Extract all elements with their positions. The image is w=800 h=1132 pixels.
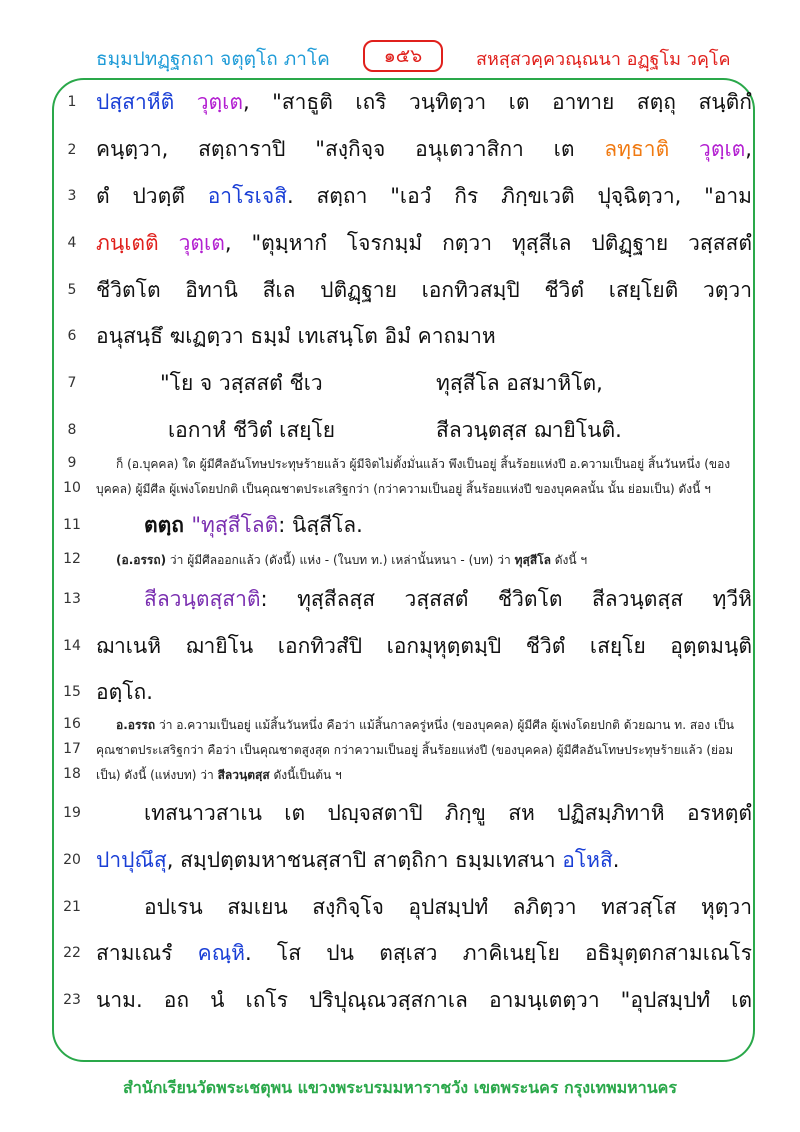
line-number: 23 bbox=[63, 992, 81, 1008]
line-number: 22 bbox=[63, 945, 81, 961]
text-line bbox=[96, 583, 752, 616]
text-line bbox=[96, 227, 752, 260]
line-number: 6 bbox=[67, 328, 77, 344]
verse-line-b: ทุสฺสีโล อสมาหิโต, bbox=[436, 371, 603, 395]
text-line: อปเรน สมเยน สงฺกิจฺโจ อุปสมฺปทํ ลภิตฺวา ทสวสฺโส หุตฺวา bbox=[144, 895, 752, 919]
text-span: ตตฺถ bbox=[144, 513, 192, 537]
translation-line: บุคคล) ผู้มีศีล ผู้เพ่งโดยปกติ เป็นคุณชาตประเสริฐกว่า (กว่าความเป็นอยู่ สิ้นร้อยแห่งปี ของบุคคลนั้น นั้น ย่อมเป็น) ดังนี้ ฯ bbox=[96, 482, 711, 496]
verse-line-a: "โย จ วสฺสสตํ ชีเว bbox=[160, 371, 323, 395]
line-number: 3 bbox=[67, 188, 77, 204]
text-line: ฌาเนหิ ฌายิโน เอกทิวสํปิ เอกมุหุตฺตมฺปิ ชีวิตํ เสยฺโย อุตฺตมนฺติ bbox=[96, 634, 752, 658]
text-span: ดังนี้ ฯ bbox=[550, 553, 588, 567]
verse-line-a: เอกาหํ ชีวิตํ เสยฺโย bbox=[168, 418, 336, 442]
text-span: ทุสฺสีโล bbox=[514, 553, 551, 567]
line-number: 2 bbox=[67, 142, 77, 158]
translation-line: คุณชาตประเสริฐกว่า คือว่า เป็นคุณชาตสูงสุด กว่าความเป็นอยู่ สิ้นร้อยแห่งปี (ของบุคคล) ผู้มีศีลอันโทษประทุษร้ายแล้ว (ย่อม bbox=[96, 743, 734, 757]
line-number: 21 bbox=[63, 899, 81, 915]
highlight-word: อาโรเจสิ bbox=[207, 184, 287, 208]
header-book-title: ธมฺมปทฏฺฐกถา จตุตฺโถ ภาโค bbox=[96, 48, 330, 70]
text-span: อนุสนฺธึ ฆเฏตฺวา ธมฺมํ เทเสนฺโต อิมํ คาถมาห bbox=[96, 324, 496, 348]
text-span: สามเณรํ bbox=[96, 941, 198, 965]
text-line bbox=[96, 509, 752, 542]
text-span: , bbox=[745, 137, 752, 161]
highlight-word: ปสฺสาหีติ bbox=[96, 90, 175, 114]
verse-line-b: สีลวนฺตสฺส ฌายิโนติ. bbox=[436, 418, 622, 442]
text-line bbox=[96, 844, 752, 877]
text-span: ว่า ผู้มีศีลออกแล้ว (ดังนี้) แห่ง - (ในบท ท.) เหล่านั้นหนา - (บท) ว่า bbox=[166, 553, 515, 567]
text-span: . โส ปน ตสฺเสว ภาคิเนยฺโย อธิมุตฺตกสามเณโร bbox=[245, 941, 752, 965]
page-number-badge: ๑๕๖ bbox=[363, 40, 443, 72]
text-span: , "ตุมฺหากํ โจรกมฺมํ กตฺวา ทุสฺสีเล ปติฏฺฐาย วสฺสสตํ bbox=[224, 231, 752, 255]
text-span bbox=[669, 137, 699, 161]
line-number: 1 bbox=[67, 94, 77, 110]
text-span bbox=[174, 90, 196, 114]
line-number: 15 bbox=[63, 684, 81, 700]
text-span: . bbox=[612, 848, 620, 872]
highlight-word: วุตฺเต bbox=[196, 90, 243, 114]
text-span: : นิสฺสีโล. bbox=[278, 513, 363, 537]
text-line: เทสนาวสาเน เต ปญฺจสตาปิ ภิกฺขู สห ปฏิสมฺภิทาหิ อรหตฺตํ bbox=[144, 801, 752, 825]
highlight-word: คณฺหิ bbox=[197, 941, 246, 965]
text-line: นาม. อถ นํ เถโร ปริปุณฺณวสฺสกาเล อามนฺเตตฺวา "อุปสมฺปทํ เต bbox=[96, 988, 752, 1012]
text-span: อ.อรรถ bbox=[116, 718, 156, 732]
header-chapter-title: สหสฺสวคฺควณฺณนา อฏฺฐโม วคฺโค bbox=[476, 49, 731, 70]
line-number: 20 bbox=[63, 852, 81, 868]
text-span: , สมฺปตฺตมหาชนสฺสาปิ สาตฺถิกา ธมฺมเทสนา bbox=[166, 848, 563, 872]
translation-line bbox=[116, 716, 752, 735]
line-number: 4 bbox=[67, 235, 77, 251]
translation-line bbox=[96, 766, 752, 785]
text-span: (อ.อรรถ) bbox=[116, 553, 167, 567]
text-span: ชีวิตโต อิทานิ สีเล ปติฏฺฐาย เอกทิวสมฺปิ ชีวิตํ เสยฺโยติ วตฺวา bbox=[96, 278, 752, 302]
highlight-word: วุตฺเต bbox=[699, 137, 746, 161]
line-number: 8 bbox=[67, 422, 77, 438]
highlight-word: ภนฺเตติ bbox=[96, 231, 159, 255]
line-number: 13 bbox=[63, 591, 81, 607]
footer-institution: สำนักเรียนวัดพระเชตุพน แขวงพระบรมมหาราชวัง เขตพระนคร กรุงเทพมหานคร bbox=[123, 1078, 677, 1097]
text-span: ดังนี้เป็นต้น ฯ bbox=[269, 768, 342, 782]
text-line bbox=[96, 133, 752, 166]
text-span: ตํ ปวตฺตึ bbox=[96, 184, 208, 208]
text-span: คนฺตฺวา, สตฺถาราปิ "สงฺกิจฺจ อนุเตวาสิกา เต bbox=[96, 137, 605, 161]
line-number: 11 bbox=[63, 517, 81, 533]
text-line bbox=[96, 86, 752, 119]
text-span bbox=[159, 231, 179, 255]
highlight-word: วุตฺเต bbox=[178, 231, 225, 255]
translation-line: ก็ (อ.บุคคล) ใด ผู้มีศีลอันโทษประทุษร้ายแล้ว ผู้มีจิตไม่ตั้งมั่นแล้ว พึงเป็นอยู่ สิ้นร้อยแห่งปี อ.ความเป็นอยู่ สิ้นวันหนึ่ง (ของ bbox=[116, 457, 731, 471]
text-line: อตฺโถ. bbox=[96, 680, 153, 704]
text-span: , "สาธูติ เถริ วนฺทิตฺวา เต อาทาย สตฺถุ สนฺติกํ bbox=[242, 90, 752, 114]
text-span: : ทุสฺสีลสฺส วสฺสสตํ ชีวิตโต สีลวนฺตสฺส ทฺวีหิ bbox=[260, 587, 752, 611]
text-span: . สตฺถา "เอวํ กิร ภิกฺขเวติ ปุจฺฉิตฺวา, "อาม bbox=[286, 184, 753, 208]
line-number: 5 bbox=[67, 282, 77, 298]
line-number: 14 bbox=[63, 638, 81, 654]
highlight-word: สีลวนฺตสฺสาติ bbox=[144, 587, 261, 611]
text-span: เป็น) ดังนี้ (แห่งบท) ว่า bbox=[96, 768, 218, 782]
text-span: ว่า อ.ความเป็นอยู่ แม้สิ้นวันหนึ่ง คือว่า แม้สิ้นกาลครู่หนึ่ง (ของบุคคล) ผู้มีศีล ผู้เพ่งโดยปกติ ด้วยฌาน ท. สอง เป็น bbox=[155, 718, 734, 732]
line-number: 16 bbox=[63, 716, 81, 732]
highlight-word: ลทฺธาติ bbox=[604, 137, 670, 161]
translation-line bbox=[116, 551, 752, 570]
line-number: 10 bbox=[63, 480, 81, 496]
highlight-word: อโหสิ bbox=[562, 848, 613, 872]
text-line bbox=[96, 274, 752, 307]
text-span: สีลวนฺตสฺส bbox=[217, 768, 270, 782]
line-number: 19 bbox=[63, 805, 81, 821]
highlight-word: "ทุสฺสีโลติ bbox=[191, 513, 279, 537]
line-number: 18 bbox=[63, 766, 81, 782]
highlight-word: ปาปุณึสุ bbox=[96, 848, 167, 872]
line-number: 12 bbox=[63, 551, 81, 567]
line-number: 7 bbox=[67, 375, 77, 391]
line-number: 17 bbox=[63, 741, 81, 757]
text-line bbox=[96, 180, 752, 213]
text-line bbox=[96, 320, 752, 353]
line-number: 9 bbox=[67, 455, 77, 471]
text-line bbox=[96, 937, 752, 970]
